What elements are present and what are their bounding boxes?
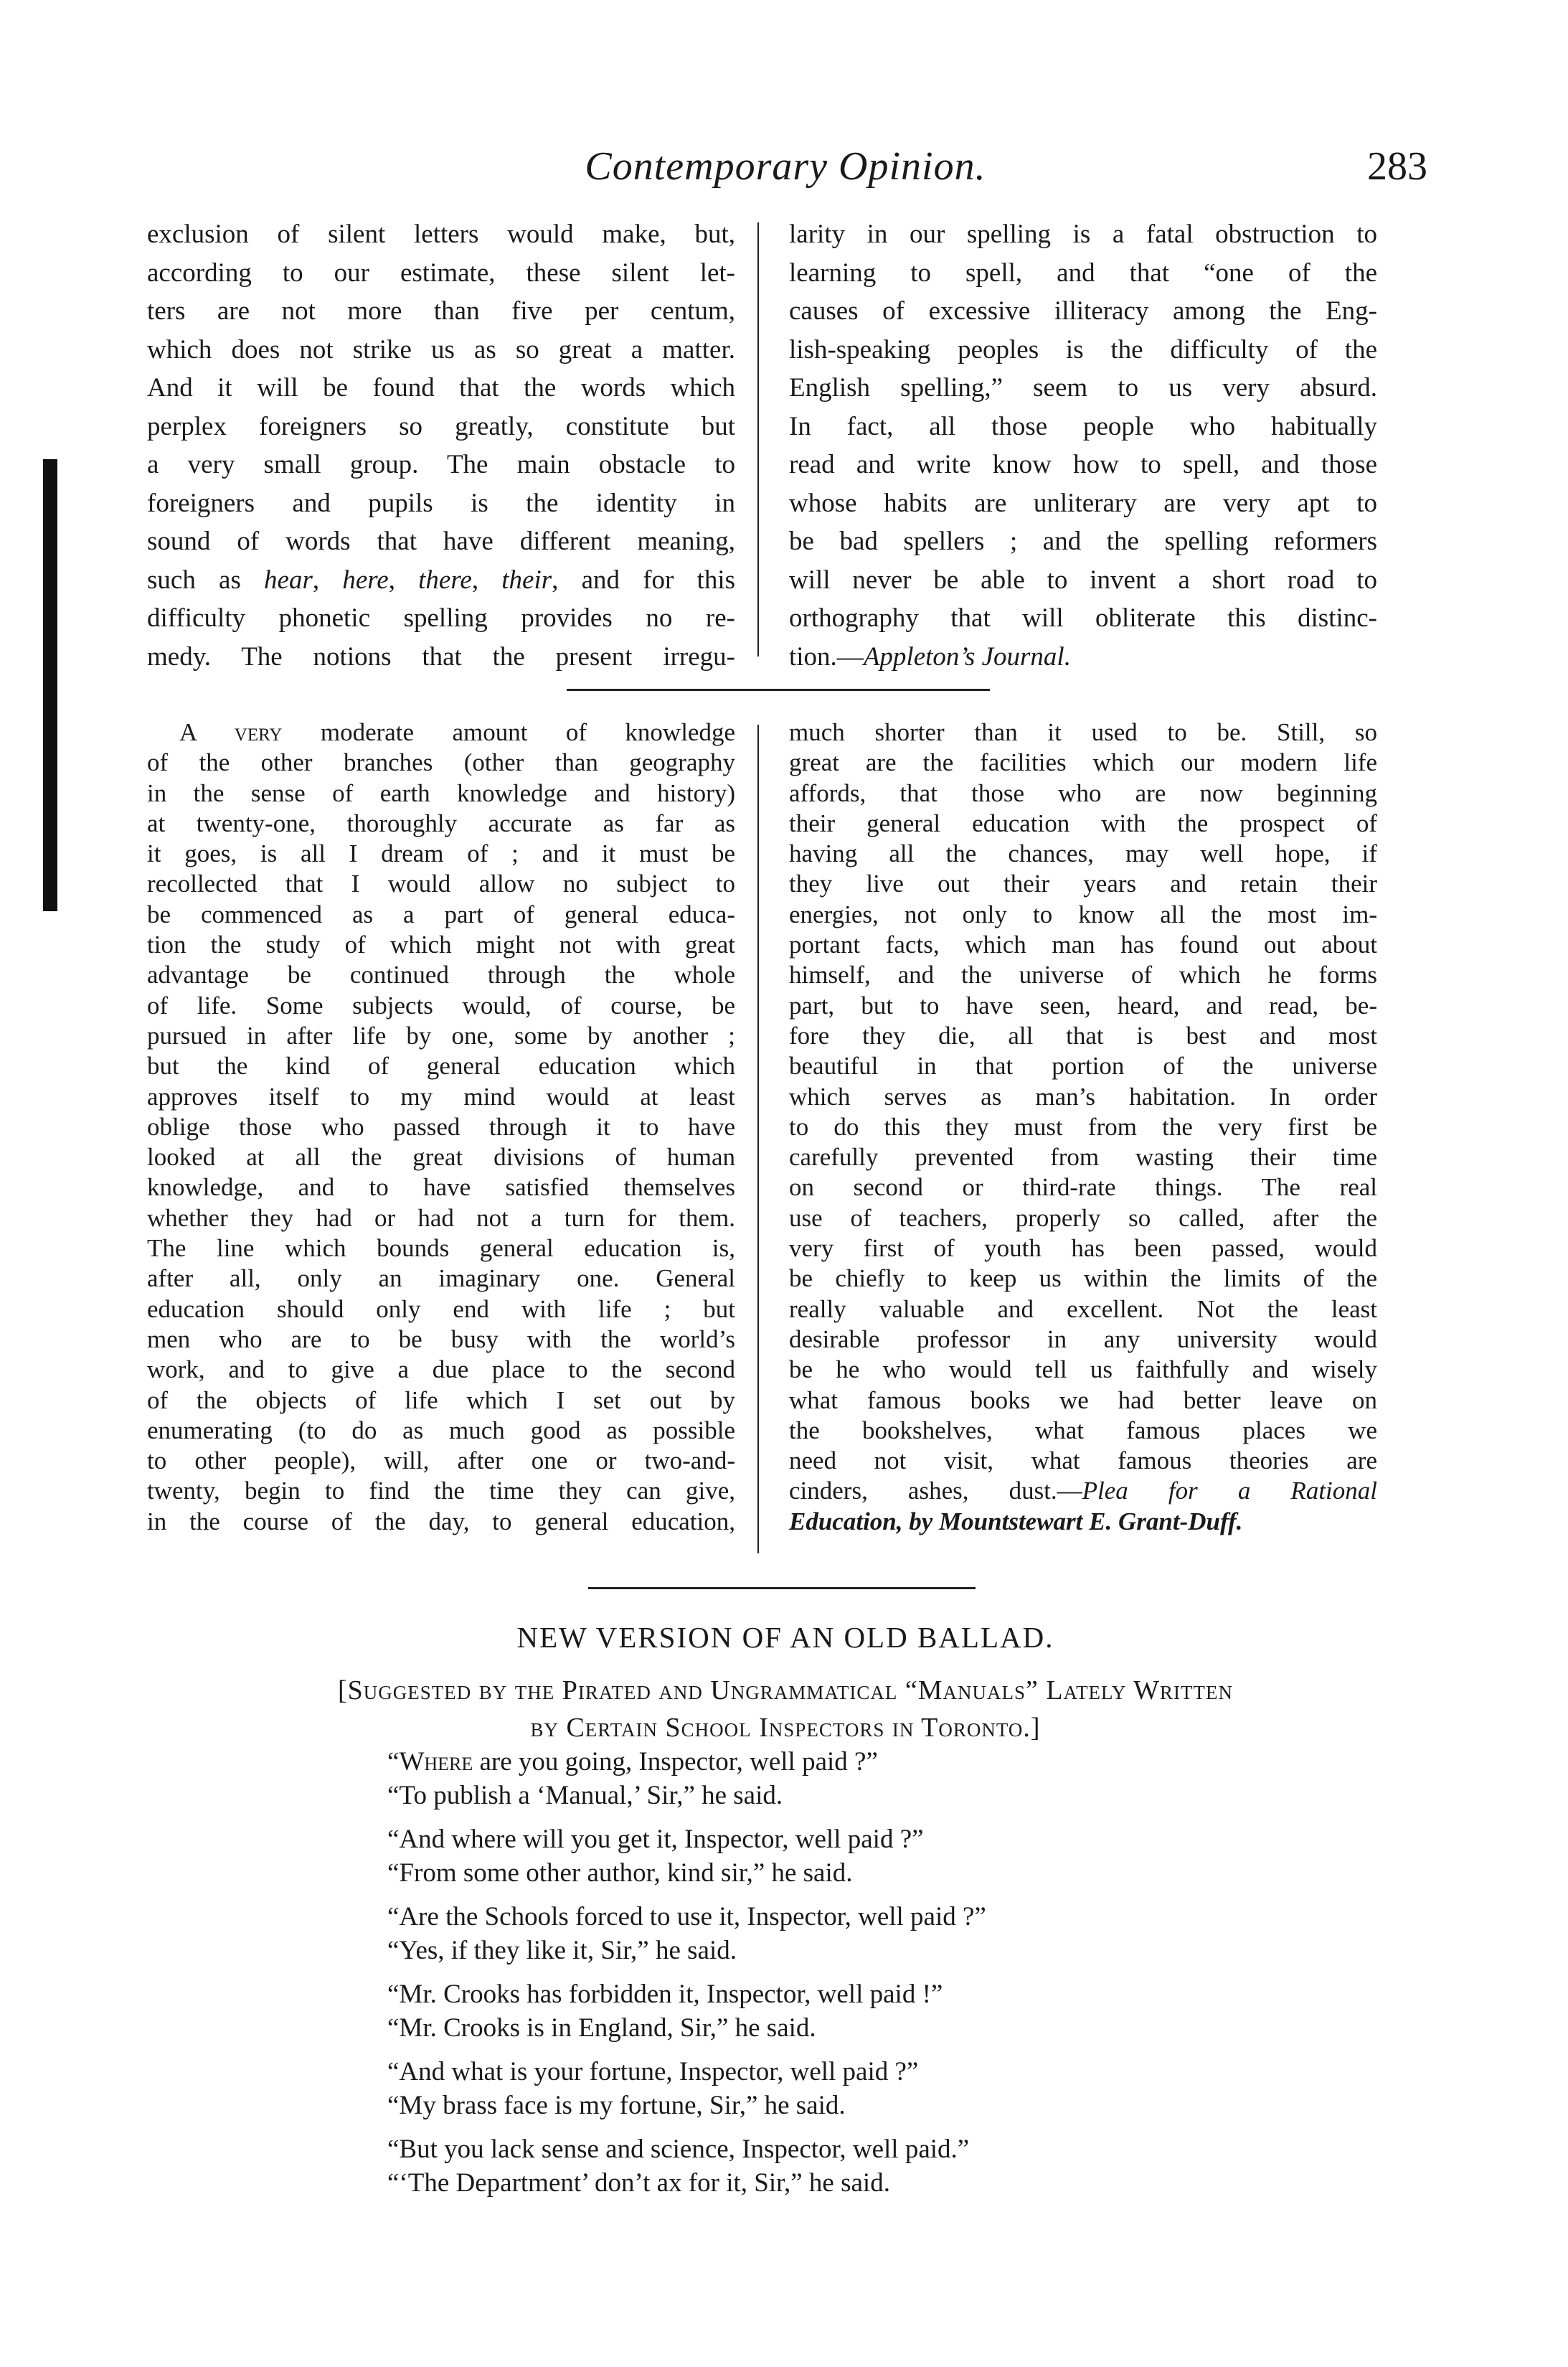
text-line: after all, only an imaginary one. General xyxy=(147,1264,735,1293)
stanza xyxy=(387,1977,1320,2045)
text-line: In fact, all those people who habitually xyxy=(789,411,1377,441)
stanza xyxy=(387,1822,1320,1890)
text-line: which serves as man’s habitation. In order xyxy=(789,1082,1377,1111)
text-line: very first of youth has been passed, would xyxy=(789,1234,1377,1263)
text-line: fore they die, all that is best and most xyxy=(789,1021,1377,1050)
citation-line: cinders, ashes, dust.—Plea for a Rational xyxy=(789,1477,1377,1505)
text-line: perplex foreigners so greatly, constitute but xyxy=(147,411,735,441)
text-line: causes of excessive illiteracy among the Eng- xyxy=(789,296,1377,326)
verse-line: “But you lack sense and science, Inspector, well paid.” xyxy=(387,2135,970,2164)
text-line: the bookshelves, what famous places we xyxy=(789,1416,1377,1444)
text-line: larity in our spelling is a fatal obstruction to xyxy=(789,220,1377,249)
text-line: at twenty-one, thoroughly accurate as far as xyxy=(147,809,735,837)
text-line: beautiful in that portion of the universe xyxy=(789,1052,1377,1081)
text-line: desirable professor in any university would xyxy=(789,1324,1377,1353)
text-line: be commenced as a part of general educa- xyxy=(147,900,735,928)
text-line: really valuable and excellent. Not the least xyxy=(789,1294,1377,1323)
verse-line: “To publish a ‘Manual,’ Sir,” he said. xyxy=(387,1781,783,1810)
verse-line: “And where will you get it, Inspector, well paid ?” xyxy=(387,1825,924,1854)
verse-line: “Yes, if they like it, Sir,” he said. xyxy=(387,1936,737,1965)
text-line: foreigners and pupils is the identity in xyxy=(147,488,735,518)
text-line: carefully prevented from wasting their time xyxy=(789,1143,1377,1172)
text-line: ters are not more than five per centum, xyxy=(147,296,735,326)
text-line: pursued in after life by one, some by another ; xyxy=(147,1021,735,1050)
text-line: oblige those who passed through it to have xyxy=(147,1112,735,1141)
example-word: hear xyxy=(264,565,313,595)
text-line-lead: A very moderate amount of knowledge xyxy=(179,718,735,746)
text-line: great are the facilities which our modern life xyxy=(789,748,1377,777)
text-line: sound of words that have different meaning, xyxy=(147,527,735,556)
stanza xyxy=(387,1900,1320,1967)
text-line: which does not strike us as so great a matter. xyxy=(147,334,735,364)
text-line: but the kind of general education which xyxy=(147,1052,735,1081)
text-line: read and write know how to spell, and those xyxy=(789,450,1377,479)
text-line: whether they had or had not a turn for them. xyxy=(147,1203,735,1232)
section1-left-column xyxy=(147,215,735,676)
text-line: advantage be continued through the whole xyxy=(147,961,735,989)
text-line: be chiefly to keep us within the limits of the xyxy=(789,1264,1377,1293)
text-line: recollected that I would allow no subject to xyxy=(147,870,735,898)
text-line: having all the chances, may well hope, if xyxy=(789,839,1377,868)
text-line: be bad spellers ; and the spelling reformers xyxy=(789,527,1377,556)
citation-line: tion.—Appleton’s Journal. xyxy=(789,641,1071,672)
text-line: need not visit, what famous theories are xyxy=(789,1446,1377,1475)
column-divider xyxy=(757,725,759,1553)
ballad-subtitle xyxy=(151,1672,1420,1746)
page-header xyxy=(136,143,1435,201)
text-line: orthography that will obliterate this distinc- xyxy=(789,603,1377,633)
text-line: what famous books we had better leave on xyxy=(789,1385,1377,1414)
example-word: there xyxy=(418,565,472,595)
text-line: whose habits are unliterary are very apt to xyxy=(789,488,1377,518)
text-line: part, but to have seen, heard, and read, be- xyxy=(789,991,1377,1020)
subtitle-line: [Suggested by the Pirated and Ungrammatical “Manuals” Lately Written xyxy=(337,1675,1233,1705)
text-line: difficulty phonetic spelling provides no re- xyxy=(147,603,735,633)
text-line: education should only end with life ; but xyxy=(147,1294,735,1323)
text-line: be he who would tell us faithfully and wisely xyxy=(789,1355,1377,1384)
verse-line: “Mr. Crooks has forbidden it, Inspector, well paid !” xyxy=(387,1980,943,2009)
binding-margin-tick xyxy=(52,477,55,506)
text-line: according to our estimate, these silent let- xyxy=(147,258,735,288)
text-line: of life. Some subjects would, of course, be xyxy=(147,991,735,1020)
text-line: exclusion of silent letters would make, but, xyxy=(147,220,735,249)
text-line: to other people), will, after one or two-and- xyxy=(147,1446,735,1475)
text-line: will never be able to invent a short road to xyxy=(789,565,1377,595)
text-line: affords, that those who are now beginning xyxy=(789,778,1377,807)
verse-line: “‘The Department’ don’t ax for it, Sir,” he said. xyxy=(387,2168,890,2198)
text-line: twenty, begin to find the time they can give, xyxy=(147,1477,735,1505)
verse-line: “Are the Schools forced to use it, Inspector, well paid ?” xyxy=(387,1902,986,1931)
text-line: on second or third-rate things. The real xyxy=(789,1173,1377,1202)
section-divider xyxy=(588,1587,976,1589)
verse-line: “Mr. Crooks is in England, Sir,” he said. xyxy=(387,2013,816,2043)
binding-margin-bar xyxy=(43,459,57,911)
text-line: use of teachers, properly so called, after the xyxy=(789,1203,1377,1232)
text-line: English spelling,” seem to us very absurd. xyxy=(789,373,1377,403)
text-line: in the sense of earth knowledge and history) xyxy=(147,778,735,807)
text-line: in the course of the day, to general education, xyxy=(147,1507,735,1535)
subtitle-line: by Certain School Inspectors in Toronto.] xyxy=(530,1713,1041,1743)
source-citation: Plea for a Rational xyxy=(1082,1477,1377,1505)
text-line: knowledge, and to have satisfied themselves xyxy=(147,1173,735,1202)
text-line: work, and to give a due place to the second xyxy=(147,1355,735,1384)
stanza xyxy=(387,1745,1320,1812)
text-line: himself, and the universe of which he forms xyxy=(789,961,1377,989)
text-line: enumerating (to do as much good as possible xyxy=(147,1416,735,1444)
text-line: of the objects of life which I set out by xyxy=(147,1385,735,1414)
text-line: portant facts, which man has found out about xyxy=(789,931,1377,959)
verse-line: “Where are you going, Inspector, well paid ?” xyxy=(387,1747,878,1777)
stanza xyxy=(387,2132,1320,2200)
text-line: And it will be found that the words which xyxy=(147,373,735,403)
section-divider xyxy=(567,689,990,691)
example-word: here xyxy=(342,565,389,595)
text-line: medy. The notions that the present irregu- xyxy=(147,641,735,672)
text-line: a very small group. The main obstacle to xyxy=(147,450,735,479)
text-line: learning to spell, and that “one of the xyxy=(789,258,1377,288)
ballad-title: NEW VERSION OF AN OLD BALLAD. xyxy=(516,1621,1054,1654)
example-word: their xyxy=(501,565,552,595)
text-line: The line which bounds general education is, xyxy=(147,1234,735,1263)
text-line: men who are to be busy with the world’s xyxy=(147,1324,735,1353)
section2-left-column xyxy=(147,717,735,1537)
text-line: tion the study of which might not with great xyxy=(147,931,735,959)
source-citation: Education, by Mountstewart E. Grant-Duff. xyxy=(789,1507,1243,1535)
page-number: 283 xyxy=(1367,144,1427,189)
verse-line: “And what is your fortune, Inspector, well paid ?” xyxy=(387,2057,919,2086)
text-line: lish-speaking peoples is the difficulty of the xyxy=(789,334,1377,364)
text-line-with-examples: such as hear, here, there, their, and for this xyxy=(147,565,736,595)
text-line: they live out their years and retain their xyxy=(789,870,1377,898)
section2-right-column xyxy=(789,717,1377,1537)
running-title: Contemporary Opinion. xyxy=(585,144,986,189)
text-line: energies, not only to know all the most im- xyxy=(789,900,1377,928)
column-divider xyxy=(757,222,759,657)
section1-right-column xyxy=(789,215,1377,676)
text-line: their general education with the prospect of xyxy=(789,809,1377,837)
text-line: approves itself to my mind would at least xyxy=(147,1082,735,1111)
verse-line: “My brass face is my fortune, Sir,” he said. xyxy=(387,2091,846,2120)
text-line: it goes, is all I dream of ; and it must be xyxy=(147,839,735,868)
text-line: looked at all the great divisions of human xyxy=(147,1143,735,1172)
text-line: much shorter than it used to be. Still, so xyxy=(789,718,1377,746)
verse-line: “From some other author, kind sir,” he said. xyxy=(387,1858,853,1888)
text-line: to do this they must from the very first be xyxy=(789,1112,1377,1141)
text-line: of the other branches (other than geography xyxy=(147,748,735,777)
stanza xyxy=(387,2055,1320,2122)
source-citation: Appleton’s Journal. xyxy=(863,641,1071,672)
